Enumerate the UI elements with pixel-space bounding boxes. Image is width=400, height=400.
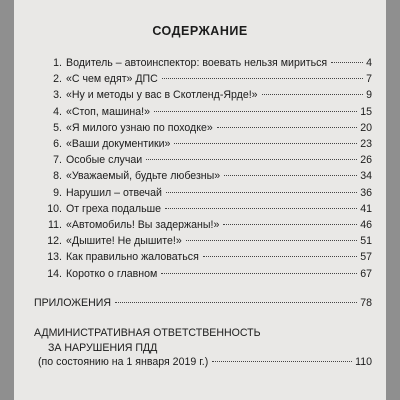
toc-entry-title: «Стоп, машина!» bbox=[66, 105, 150, 118]
toc-entry-number: 8. bbox=[53, 170, 62, 183]
toc-entry-title: Коротко о главном bbox=[66, 267, 158, 280]
toc-entry-title: Как правильно жаловаться bbox=[66, 251, 199, 264]
toc-entry bbox=[14, 202, 386, 217]
leader-dots bbox=[174, 143, 357, 144]
toc-section-subheading-title: ЗА НАРУШЕНИЯ ПДД bbox=[48, 342, 158, 354]
toc-entry-title: «Ваши документики» bbox=[66, 138, 171, 150]
toc-entry-number: 9. bbox=[53, 186, 62, 199]
leader-dots bbox=[186, 240, 357, 241]
toc-entry-number: 2. bbox=[53, 73, 62, 86]
toc-entry-page: 46 bbox=[360, 219, 372, 231]
toc-entry-number: 11. bbox=[48, 219, 62, 231]
leader-dots bbox=[166, 192, 357, 193]
toc-entry-title: Нарушил – отвечай bbox=[66, 186, 162, 199]
toc-entry bbox=[14, 88, 386, 103]
leader-dots bbox=[262, 94, 364, 95]
toc-entry-page: 36 bbox=[360, 186, 372, 199]
toc-entry-page: 4 bbox=[366, 57, 372, 69]
toc-entry bbox=[14, 137, 386, 152]
toc-appendix-page: 78 bbox=[360, 297, 372, 309]
page-title: СОДЕРЖАНИЕ bbox=[152, 24, 248, 38]
leader-dots bbox=[331, 62, 363, 63]
toc-entry-number: 3. bbox=[53, 89, 62, 102]
toc-entry-page: 57 bbox=[360, 251, 372, 264]
toc-section-note-page: 110 bbox=[355, 356, 372, 368]
toc-entry-number: 14. bbox=[47, 267, 62, 280]
toc-section-heading bbox=[14, 326, 386, 341]
leader-dots bbox=[161, 273, 357, 274]
leader-dots bbox=[162, 78, 363, 79]
toc-entry bbox=[14, 250, 386, 265]
toc-entry-title: «Ну и методы у вас в Скотленд-Ярде!» bbox=[66, 89, 258, 102]
leader-dots bbox=[224, 175, 357, 176]
toc-entry-number: 7. bbox=[53, 154, 62, 167]
toc-entry bbox=[14, 186, 386, 201]
toc-entry bbox=[14, 169, 386, 184]
toc-entry-title: «Дышите! Не дышите!» bbox=[66, 235, 182, 248]
toc-entry bbox=[14, 72, 386, 87]
toc-entry-title: «Автомобиль! Вы задержаны!» bbox=[66, 219, 220, 231]
toc-entry bbox=[14, 267, 386, 282]
toc-entry-number: 1. bbox=[53, 57, 62, 69]
toc-section-note bbox=[14, 355, 386, 370]
toc-entry-number: 10. bbox=[47, 202, 62, 215]
toc-entry-page: 41 bbox=[360, 202, 372, 215]
toc-entry-page: 15 bbox=[360, 105, 372, 118]
toc-appendix bbox=[14, 296, 386, 311]
toc-entry-page: 51 bbox=[360, 235, 372, 248]
toc-entry-page: 7 bbox=[366, 73, 372, 86]
toc-entry-number: 5. bbox=[53, 121, 62, 134]
toc-entry-page: 67 bbox=[360, 267, 372, 280]
toc-entry-page: 23 bbox=[360, 138, 372, 150]
leader-dots bbox=[146, 159, 357, 160]
toc-section-note-title: (по состоянию на 1 января 2019 г.) bbox=[38, 356, 209, 368]
toc-entry bbox=[14, 56, 386, 71]
toc-entry bbox=[14, 121, 386, 136]
toc-entry-number: 6. bbox=[53, 138, 62, 150]
leader-dots bbox=[165, 208, 357, 209]
leader-dots bbox=[154, 111, 357, 112]
toc-section-heading-title: АДМИНИСТРАТИВНАЯ ОТВЕТСТВЕННОСТЬ bbox=[34, 327, 261, 339]
leader-dots bbox=[223, 224, 357, 225]
toc-entry-title: «С чем едят» ДПС bbox=[66, 73, 158, 86]
leader-dots bbox=[203, 256, 357, 257]
toc-entry-title: Особые случаи bbox=[66, 154, 143, 167]
toc-entry bbox=[14, 218, 386, 233]
toc-entry bbox=[14, 153, 386, 168]
leader-dots bbox=[115, 302, 357, 303]
toc-entry-page: 26 bbox=[360, 154, 372, 167]
toc-entry-number: 4. bbox=[53, 105, 62, 118]
toc-entry bbox=[14, 234, 386, 249]
toc-section-subheading bbox=[14, 341, 386, 356]
toc-appendix-title: ПРИЛОЖЕНИЯ bbox=[34, 297, 112, 309]
toc-entry-page: 34 bbox=[360, 170, 372, 183]
toc-entry-page: 20 bbox=[360, 121, 372, 134]
book-page bbox=[14, 0, 386, 400]
toc-entry-title: «Уважаемый, будьте любезны» bbox=[66, 170, 221, 183]
leader-dots bbox=[217, 127, 357, 128]
toc-entry bbox=[14, 105, 386, 120]
toc-entry-title: От греха подальше bbox=[66, 202, 162, 215]
toc-entry-title: Водитель – автоинспектор: воевать нельзя мириться bbox=[66, 57, 328, 69]
toc-entry-title: «Я милого узнаю по походке» bbox=[66, 121, 213, 134]
leader-dots bbox=[212, 361, 352, 362]
toc-entry-number: 13. bbox=[47, 251, 62, 264]
toc-entry-page: 9 bbox=[366, 89, 372, 102]
toc-entry-number: 12. bbox=[47, 235, 62, 248]
